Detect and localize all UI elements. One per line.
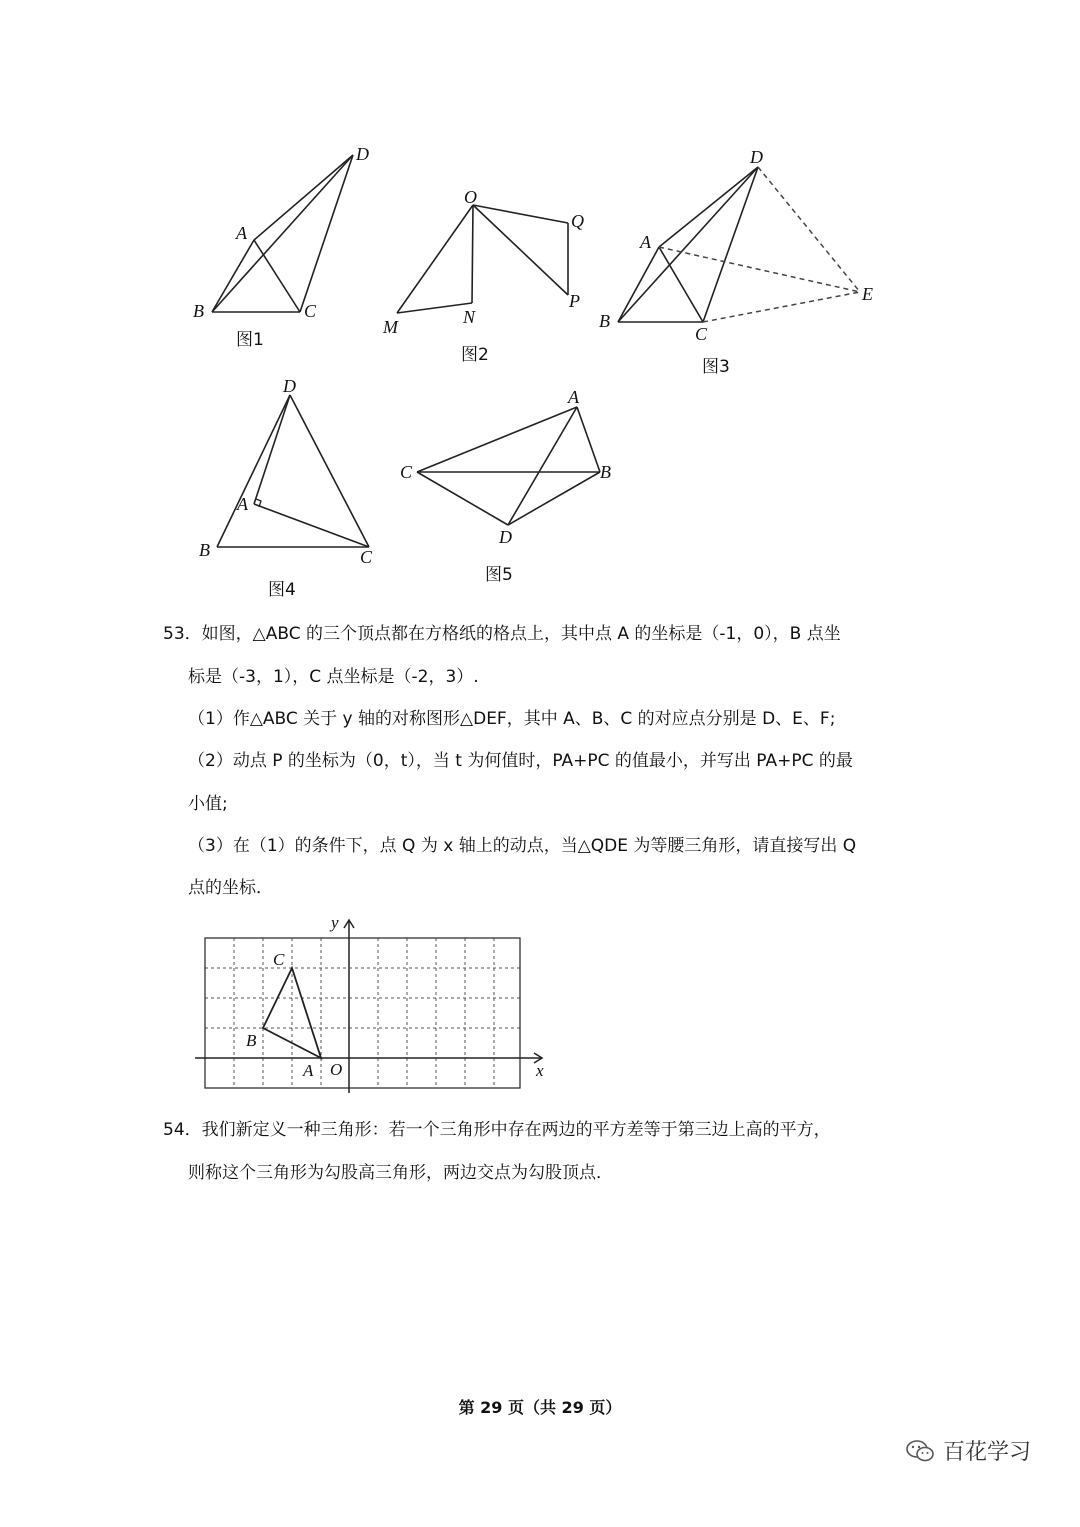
label-C: C bbox=[695, 324, 708, 344]
q53-part2a: （2）动点 P 的坐标为（0，t），当 t 为何值时，PA+PC 的值最小，并写出 PA+PC 的最 bbox=[188, 751, 853, 771]
label-D: D bbox=[750, 147, 763, 167]
coordinate-grid-figure bbox=[190, 910, 560, 1100]
label-D: D bbox=[356, 144, 369, 164]
label-D: D bbox=[499, 527, 512, 547]
label-Q: Q bbox=[571, 211, 584, 231]
label-A: A bbox=[568, 387, 579, 407]
q53-part1: （1）作△ABC 关于 y 轴的对称图形△DEF，其中 A、B、C 的对应点分别是 D、E、F; bbox=[188, 709, 836, 729]
figure-4 bbox=[185, 370, 395, 605]
q53-part2b: 小值; bbox=[188, 794, 228, 814]
q53-part3a: （3）在（1）的条件下，点 Q 为 x 轴上的动点，当△QDE 为等腰三角形，请直接写出 Q bbox=[188, 836, 857, 856]
label-B: B bbox=[246, 1031, 257, 1050]
label-C: C bbox=[400, 462, 413, 482]
label-E: E bbox=[862, 284, 873, 304]
label-A: A bbox=[303, 1061, 314, 1080]
q53-part3b: 点的坐标． bbox=[188, 878, 273, 898]
origin-label: O bbox=[330, 1060, 343, 1079]
caption-fig2: 图2 bbox=[461, 345, 489, 365]
watermark-text: 百花学习 bbox=[943, 1440, 1032, 1465]
caption-fig3: 图3 bbox=[702, 357, 730, 377]
label-B: B bbox=[199, 540, 210, 560]
label-M: M bbox=[383, 317, 398, 337]
label-B: B bbox=[599, 311, 610, 331]
label-C: C bbox=[360, 547, 373, 567]
axis-y-label: y bbox=[331, 913, 339, 932]
label-A: A bbox=[236, 223, 247, 243]
caption-fig1: 图1 bbox=[236, 330, 264, 350]
figure-5 bbox=[395, 385, 625, 590]
q54-line2: 则称这个三角形为勾股高三角形，两边交点为勾股顶点． bbox=[188, 1163, 613, 1183]
label-N: N bbox=[463, 307, 476, 327]
q53-line1: 53．如图，△ABC 的三个顶点都在方格纸的格点上，其中点 A 的坐标是（-1，0），B 点坐 bbox=[163, 624, 841, 644]
label-P: P bbox=[569, 291, 580, 311]
page-footer: 第 29 页（共 29 页） bbox=[458, 1398, 622, 1417]
label-C: C bbox=[273, 950, 285, 969]
label-C: C bbox=[304, 301, 317, 321]
label-A: A bbox=[237, 494, 248, 514]
caption-fig4: 图4 bbox=[268, 580, 296, 600]
axis-x-label: x bbox=[536, 1061, 544, 1080]
label-A: A bbox=[640, 232, 651, 252]
wechat-icon bbox=[905, 1439, 935, 1463]
label-D: D bbox=[283, 376, 296, 396]
figure-2 bbox=[375, 185, 595, 370]
label-B: B bbox=[600, 462, 611, 482]
figure-3 bbox=[590, 140, 890, 380]
q53-line2: 标是（-3，1），C 点坐标是（-2，3）. bbox=[188, 667, 479, 687]
figure-1 bbox=[180, 140, 380, 355]
label-O: O bbox=[464, 187, 477, 207]
label-B: B bbox=[193, 301, 204, 321]
q54-line1: 54．我们新定义一种三角形：若一个三角形中存在两边的平方差等于第三边上高的平方， bbox=[163, 1120, 831, 1140]
caption-fig5: 图5 bbox=[485, 565, 513, 585]
watermark bbox=[905, 1435, 1031, 1466]
